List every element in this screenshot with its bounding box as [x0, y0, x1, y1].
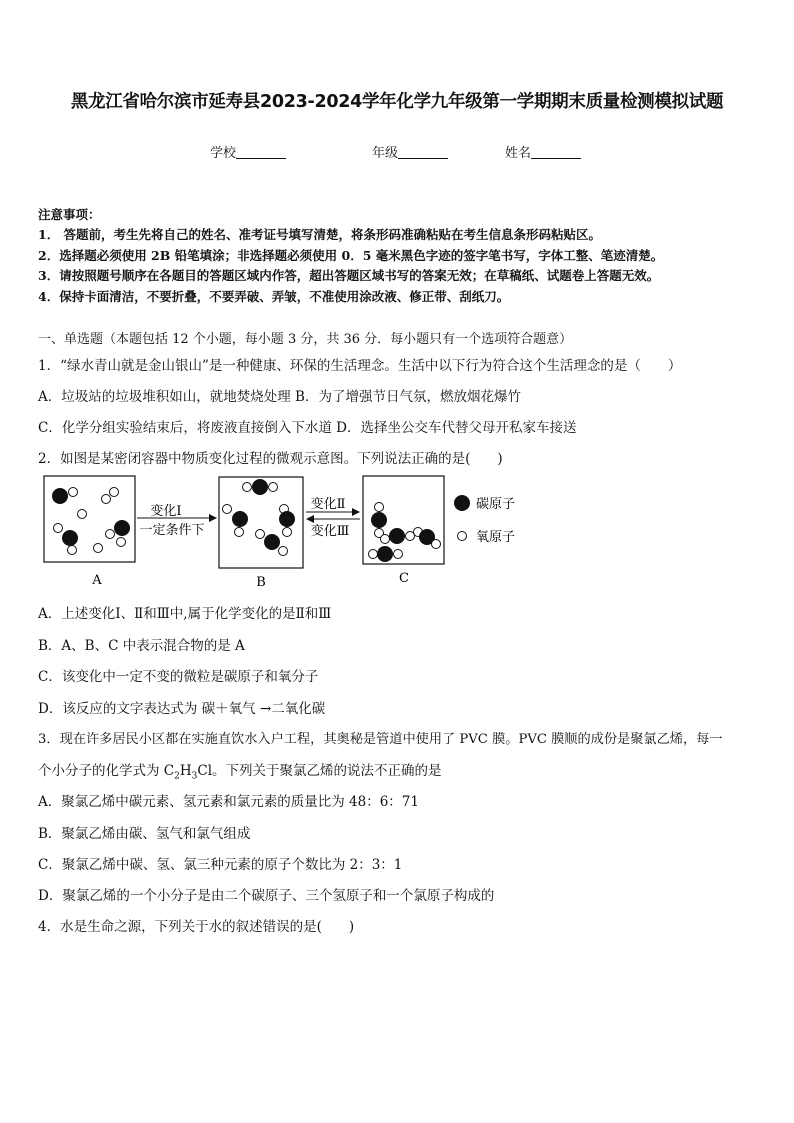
grade-label: 年级 [372, 146, 399, 161]
school-field [210, 142, 286, 161]
q2-stem: 2．如图是某密闭容器中物质变化过程的微观示意图。下列说法正确的是( ) [38, 451, 503, 467]
label-change1: 变化Ⅰ [150, 504, 182, 519]
name-blank [531, 145, 581, 159]
school-label: 学校 [210, 146, 237, 161]
q3-option-d: D．聚氯乙烯的一个小分子是由二个碳原子、三个氢原子和一个氯原子构成的 [38, 888, 495, 904]
q3-stem-line1: 3．现在许多居民小区都在实施直饮水入户工程，其奥秘是管道中使用了 PVC 膜。PVC 膜顺的成份是聚氯乙烯，每一 [38, 732, 723, 747]
note-item: 3．请按照题号顺序在各题目的答题区域内作答，超出答题区域书写的答案无效；在草稿纸、试题卷上答题无效。 [38, 268, 660, 283]
legend-oxygen-label: 氧原子 [476, 530, 516, 545]
legend-carbon-label: 碳原子 [476, 497, 516, 512]
name-label: 姓名 [505, 146, 532, 161]
box-b-particles [223, 479, 296, 556]
label-a: A [92, 573, 102, 588]
label-change2: 变化Ⅱ [310, 497, 346, 512]
label-c: C [399, 571, 409, 586]
q2-option-b: B．A、B、C 中表示混合物的是 A [38, 638, 245, 654]
note-item: 4．保持卡面清洁，不要折叠，不要弄破、弄皱，不准使用涂改液、修正带、刮纸刀。 [38, 289, 510, 304]
label-condition: 一定条件下 [139, 523, 205, 538]
box-a-particles [52, 488, 130, 555]
q4-stem: 4．水是生命之源，下列关于水的叙述错误的是( ) [38, 919, 355, 935]
note-item: 2．选择题必须使用 2B 铅笔填涂；非选择题必须使用 0．5 毫米黑色字迹的签字笔书写，字体工整、笔迹清楚。 [38, 248, 664, 263]
q1-options-ab: A．垃圾站的垃圾堆积如山，就地焚烧处理 B．为了增强节日气氛，燃放烟花爆竹 [38, 389, 521, 405]
q2-figure [38, 472, 558, 592]
box-c-particles [369, 503, 441, 563]
grade-field [372, 142, 448, 161]
school-blank [236, 145, 286, 159]
q3-option-c: C．聚氯乙烯中碳、氢、氯三种元素的原子个数比为 2：3：1 [38, 857, 403, 873]
q2-option-d: D．该反应的文字表达式为 碳＋氧气 →二氧化碳 [38, 701, 326, 717]
name-field [505, 142, 581, 161]
notes-heading: 注意事项： [38, 207, 101, 222]
legend-oxygen-icon [458, 532, 467, 541]
q1-options-cd: C．化学分组实验结束后，将废液直接倒入下水道 D．选择坐公交车代替父母开私家车接送 [38, 420, 577, 436]
legend-carbon-icon [454, 495, 470, 511]
note-item: 1． 答题前，考生先将自己的姓名、准考证号填写清楚，将条形码准确粘贴在考生信息条形码粘贴区。 [38, 227, 602, 242]
q2-option-a: A．上述变化Ⅰ、Ⅱ和Ⅲ中,属于化学变化的是Ⅱ和Ⅲ [38, 606, 332, 622]
q3-stem-line2: 个小分子的化学式为 $C_2H_3Cl$。下列关于聚氯乙烯的说法不正确的是 [38, 763, 442, 782]
q3-option-b: B．聚氯乙烯由碳、氢气和氯气组成 [38, 826, 251, 842]
q2-option-c: C．该变化中一定不变的微粒是碳原子和氧分子 [38, 669, 319, 685]
q1-stem: 1．“绿水青山就是金山银山”是一种健康、环保的生活理念。生活中以下行为符合这个生活理念的是（ ） [38, 358, 682, 374]
q3-option-a: A．聚氯乙烯中碳元素、氢元素和氯元素的质量比为 48：6：71 [38, 794, 419, 810]
grade-blank [398, 145, 448, 159]
label-change3: 变化Ⅲ [310, 524, 350, 539]
label-b: B [256, 575, 266, 590]
section-heading: 一、单选题（本题包括 12 个小题，每小题 3 分，共 36 分．每小题只有一个选项符合题意） [38, 332, 573, 347]
page-title: 黑龙江省哈尔滨市延寿县2023-2024学年化学九年级第一学期期末质量检测模拟试题 [70, 92, 724, 112]
